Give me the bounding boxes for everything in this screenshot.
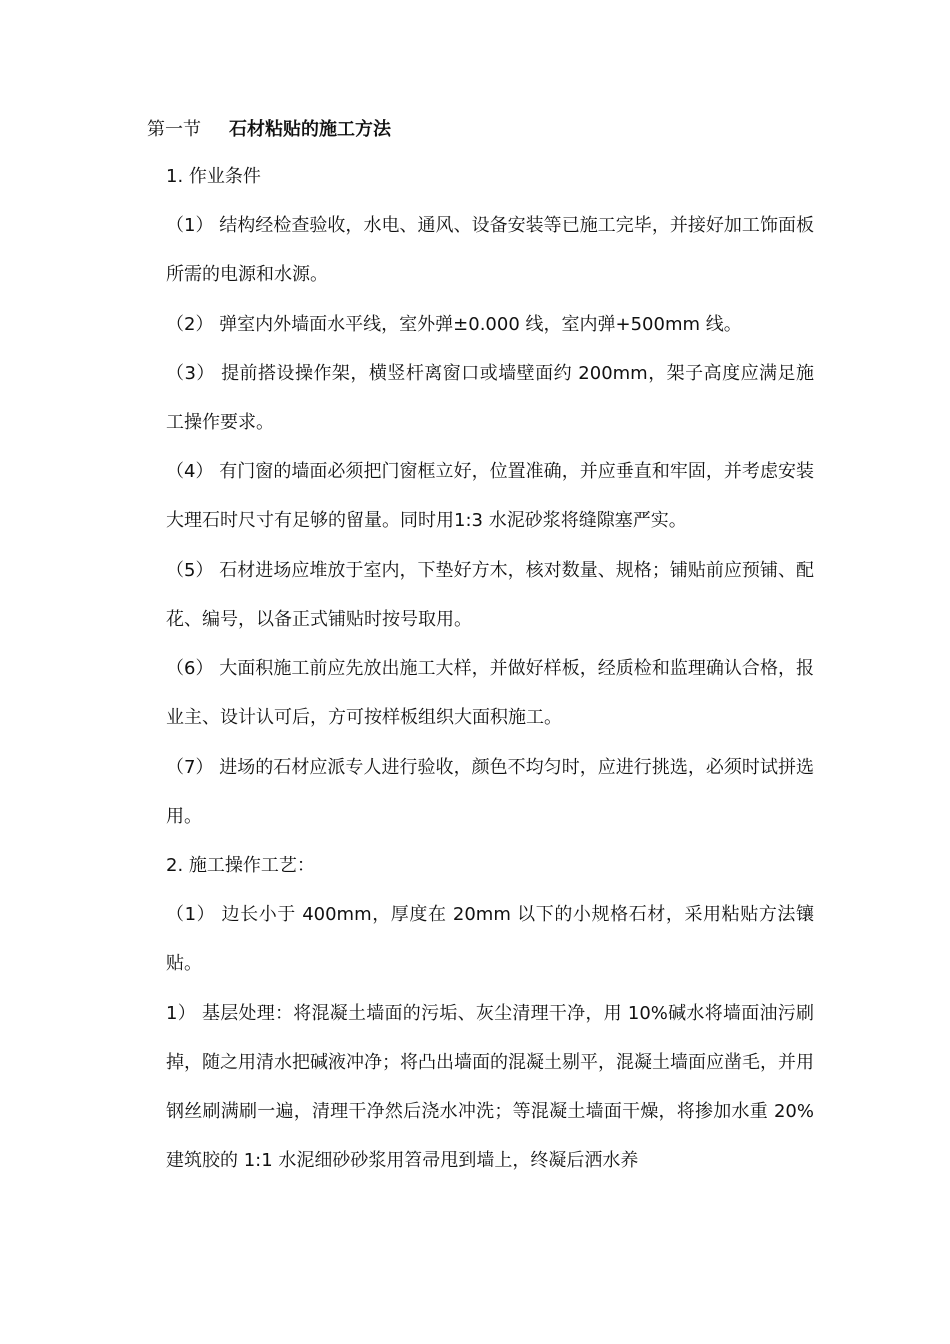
section-number: 第一节 — [147, 119, 201, 140]
paragraph-process-1: （1） 边长小于 400mm，厚度在 20mm 以下的小规格石材，采用粘贴方法镶贴。 — [166, 904, 814, 974]
subsection-heading-conditions: 1. 作业条件 — [166, 166, 261, 187]
paragraph-condition-5: （5） 石材进场应堆放于室内，下垫好方木，核对数量、规格；铺贴前应预铺、配花、编号，以备正式铺贴时按号取用。 — [166, 560, 814, 630]
section-title: 石材粘贴的施工方法 — [229, 119, 391, 140]
paragraph-base-treatment: 1） 基层处理：将混凝土墙面的污垢、灰尘清理干净，用 10%碱水将墙面油污刷掉，随之用清水把碱液冲净；将凸出墙面的混凝土剔平，混凝土墙面应凿毛，并用钢丝刷满刷一遍，清理干净然后浇水冲洗；等混凝土墙面干燥，将掺加水重 20%建筑胶的 1:1 水泥细砂砂浆用笤帚甩到墙上，终凝后洒水养 — [166, 1003, 814, 1171]
paragraph-condition-2: （2） 弹室内外墙面水平线，室外弹±0.000 线，室内弹+500mm 线。 — [166, 314, 742, 335]
paragraph-condition-6: （6） 大面积施工前应先放出施工大样，并做好样板，经质检和监理确认合格，报业主、设计认可后，方可按样板组织大面积施工。 — [166, 658, 814, 728]
paragraph-condition-3: （3） 提前搭设操作架，横竖杆离窗口或墙壁面约 200mm，架子高度应满足施工操作要求。 — [166, 363, 814, 433]
section-heading — [147, 117, 391, 143]
paragraph-condition-7: （7） 进场的石材应派专人进行验收，颜色不均匀时，应进行挑选，必须时试拼选用。 — [166, 757, 814, 827]
subsection-heading-process: 2. 施工操作工艺： — [166, 855, 315, 876]
paragraph-condition-4: （4） 有门窗的墙面必须把门窗框立好，位置准确，并应垂直和牢固，并考虑安装大理石时尺寸有足够的留量。同时用1:3 水泥砂浆将缝隙塞严实。 — [166, 461, 814, 531]
paragraph-condition-1: （1） 结构经检查验收，水电、通风、设备安装等已施工完毕，并接好加工饰面板所需的电源和水源。 — [166, 215, 814, 285]
